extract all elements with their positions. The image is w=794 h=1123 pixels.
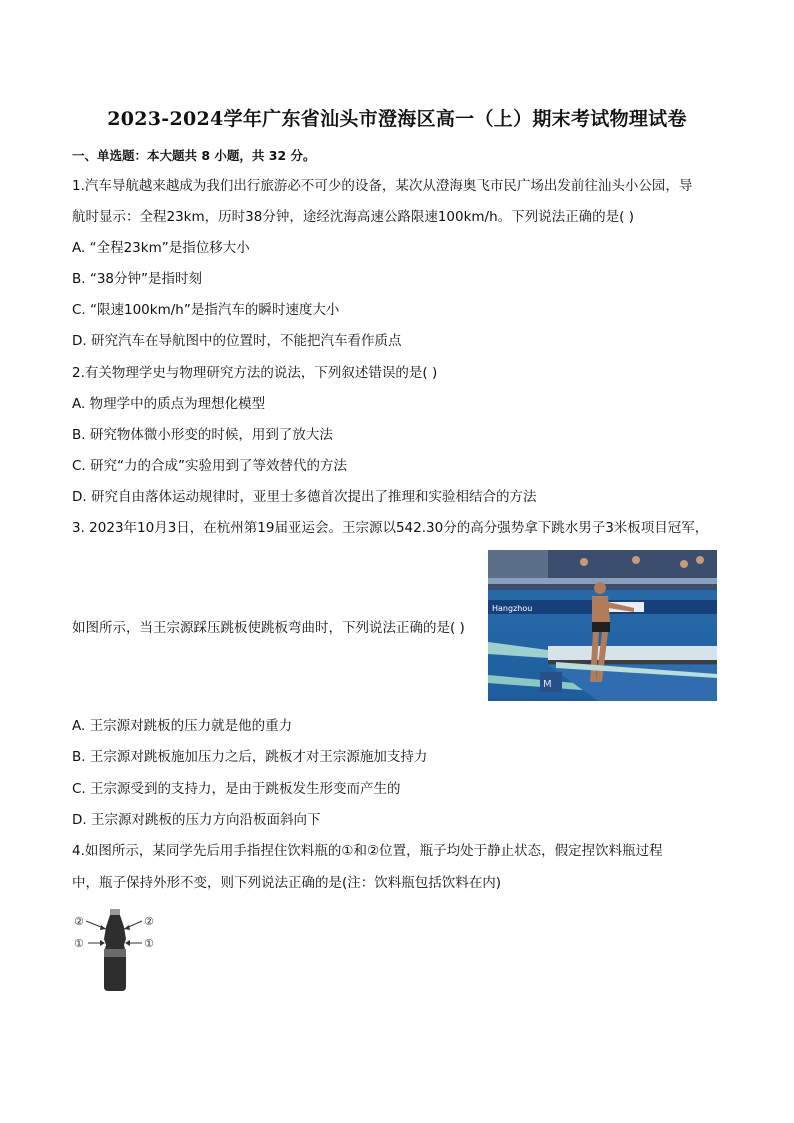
q4-stem-line2: 中，瓶子保持外形不变，则下列说法正确的是(注：饮料瓶包括饮料在内) [72, 875, 502, 891]
q1-option-c: C. “限速100km/h”是指汽车的瞬时速度大小 [72, 302, 340, 318]
q3-stem-line1: 3. 2023年10月3日，在杭州第19届亚运会。王宗源以542.30分的高分强势拿下跳水男子3米板项目冠军， [72, 520, 709, 536]
q2-stem: 2.有关物理学史与物理研究方法的说法，下列叙述错误的是( ) [72, 365, 438, 381]
photo-banner-text: Hangzhou [492, 604, 533, 613]
q3-option-a: A. 王宗源对跳板的压力就是他的重力 [72, 718, 293, 734]
q1-option-d: D. 研究汽车在导航图中的位置时，不能把汽车看作质点 [72, 333, 402, 349]
q2-option-b: B. 研究物体微小形变的时候，用到了放大法 [72, 427, 333, 443]
page-title: 2023-2024学年广东省汕头市澄海区高一（上）期末考试物理试卷 [107, 108, 687, 130]
label-left-2: ② [74, 915, 84, 928]
diving-photo [488, 550, 717, 701]
section-heading: 一、单选题：本大题共 8 小题，共 32 分。 [72, 148, 316, 163]
q3-option-d: D. 王宗源对跳板的压力方向沿板面斜向下 [72, 812, 321, 828]
q4-stem-line1: 4.如图所示，某同学先后用手指捏住饮料瓶的①和②位置，瓶子均处于静止状态，假定捏饮料瓶过程 [72, 843, 663, 859]
label-right-2: ② [144, 915, 154, 928]
q2-option-a: A. 物理学中的质点为理想化模型 [72, 396, 266, 412]
q3-option-c: C. 王宗源受到的支持力，是由于跳板发生形变而产生的 [72, 781, 401, 797]
q3-option-b: B. 王宗源对跳板施加压力之后，跳板才对王宗源施加支持力 [72, 749, 428, 765]
bottle-figure [72, 905, 162, 995]
q1-stem-line1: 1.汽车导航越来越成为我们出行旅游必不可少的设备，某次从澄海奥飞市民广场出发前往汕头小公园，导 [72, 178, 693, 194]
q1-option-b: B. “38分钟”是指时刻 [72, 271, 203, 287]
q1-stem-line2: 航时显示：全程23km，历时38分钟，途经沈海高速公路限速100km/h。下列说法正确的是( ) [72, 209, 634, 225]
label-right-1: ① [144, 937, 154, 950]
svg-text:M: M [543, 679, 552, 690]
q2-option-c: C. 研究“力的合成”实验用到了等效替代的方法 [72, 458, 347, 474]
q1-option-a: A. “全程23km”是指位移大小 [72, 240, 250, 256]
q3-stem-line2: 如图所示，当王宗源踩压跳板使跳板弯曲时，下列说法正确的是( ) [72, 620, 465, 636]
q2-option-d: D. 研究自由落体运动规律时，亚里士多德首次提出了推理和实验相结合的方法 [72, 489, 537, 505]
label-left-1: ① [74, 937, 84, 950]
